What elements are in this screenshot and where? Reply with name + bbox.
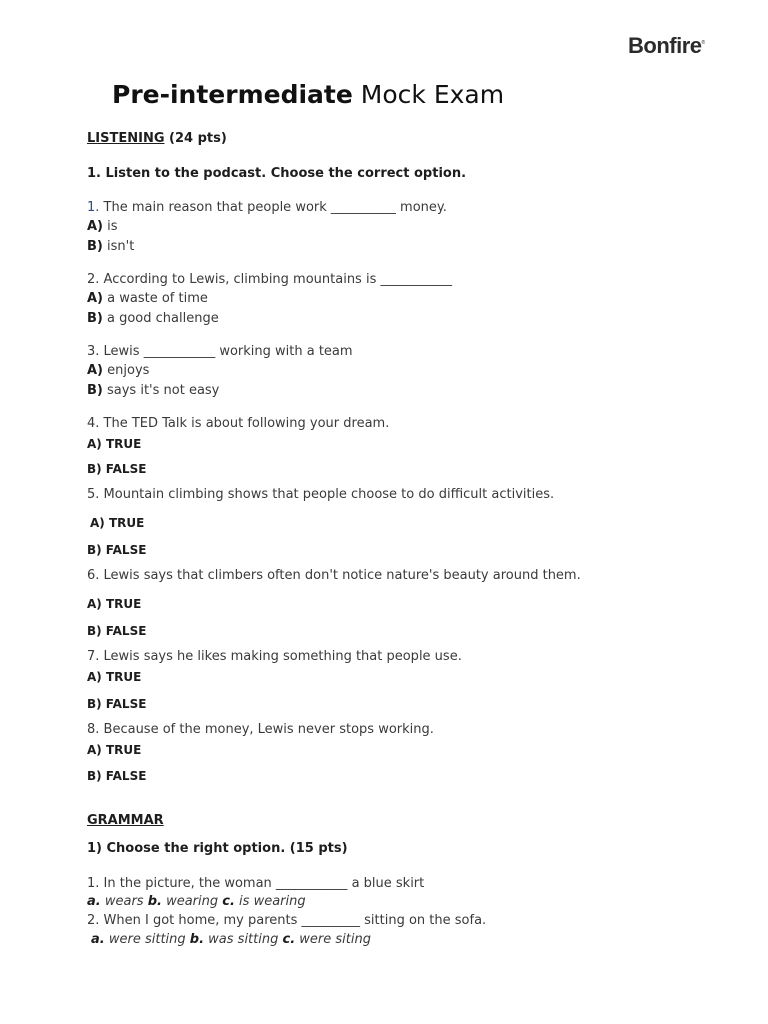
option-1a: A) is: [87, 219, 118, 234]
option-5a: A) TRUE: [90, 516, 145, 530]
option-4a: A) TRUE: [87, 437, 142, 451]
question-1: 1. The main reason that people work __________ money.: [87, 200, 447, 215]
question-8: 8. Because of the money, Lewis never stops working.: [87, 722, 434, 737]
grammar-options-1: a. wears b. wearing c. is wearing: [87, 894, 306, 909]
option-4b: B) FALSE: [87, 462, 147, 476]
bonfire-logo: Bonfire®: [628, 33, 705, 58]
option-2a: A) a waste of time: [87, 291, 208, 306]
grammar-instruction: 1) Choose the right option. (15 pts): [87, 841, 348, 856]
listening-heading: LISTENING (24 pts): [87, 131, 227, 146]
option-8a: A) TRUE: [87, 743, 142, 757]
option-6b: B) FALSE: [87, 624, 147, 638]
question-7: 7. Lewis says he likes making something that people use.: [87, 649, 462, 664]
grammar-question-2: 2. When I got home, my parents _________ sitting on the sofa.: [87, 913, 487, 928]
grammar-question-1: 1. In the picture, the woman ___________ a blue skirt: [87, 876, 425, 891]
option-2b: B) a good challenge: [87, 311, 219, 326]
grammar-heading: GRAMMAR: [87, 813, 164, 828]
option-1b: B) isn't: [87, 239, 135, 254]
question-5: 5. Mountain climbing shows that people choose to do difficult activities.: [87, 487, 555, 502]
question-2: 2. According to Lewis, climbing mountains is ___________: [87, 272, 452, 287]
option-7a: A) TRUE: [87, 670, 142, 684]
option-3b: B) says it's not easy: [87, 383, 220, 398]
listening-instruction: 1. Listen to the podcast. Choose the correct option.: [87, 166, 467, 181]
option-8b: B) FALSE: [87, 769, 147, 783]
question-3: 3. Lewis ___________ working with a team: [87, 344, 353, 359]
option-6a: A) TRUE: [87, 597, 142, 611]
question-6: 6. Lewis says that climbers often don't notice nature's beauty around them.: [87, 568, 581, 583]
page-title: Pre-intermediate Mock Exam: [112, 80, 505, 109]
option-7b: B) FALSE: [87, 697, 147, 711]
option-3a: A) enjoys: [87, 363, 150, 378]
question-4: 4. The TED Talk is about following your dream.: [87, 416, 390, 431]
grammar-options-2: a. were sitting b. was sitting c. were siting: [91, 932, 371, 947]
option-5b: B) FALSE: [87, 543, 147, 557]
